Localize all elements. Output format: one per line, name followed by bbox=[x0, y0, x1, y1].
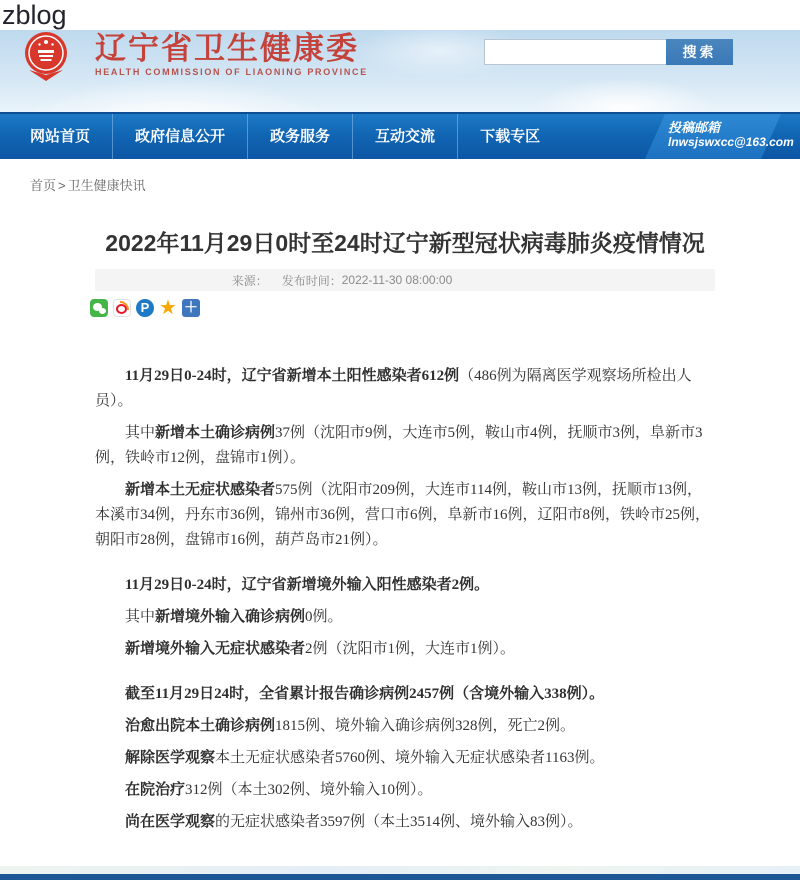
article-paragraph: 其中新增本土确诊病例37例（沈阳市9例，大连市5例，鞍山市4例，抚顺市3例，阜新市3例，铁岭市12例，盘锦市1例）。 bbox=[95, 425, 703, 466]
site-brand: zblog bbox=[2, 0, 67, 30]
weibo-share-icon[interactable] bbox=[113, 299, 131, 317]
mailbox-block bbox=[668, 120, 794, 150]
more-share-icon[interactable] bbox=[182, 299, 200, 317]
share-glyph: ★ bbox=[159, 297, 177, 319]
article-title: 2022年11月29日0时至24时辽宁新型冠状病毒肺炎疫情情况 bbox=[105, 230, 705, 256]
nav-item-0[interactable]: 网站首页 bbox=[8, 114, 113, 159]
mailbox-label: 投稿邮箱 bbox=[668, 120, 721, 135]
share-glyph: ＋ bbox=[184, 299, 198, 315]
publish-label: 发布时间： bbox=[281, 273, 342, 288]
wechat-share-icon[interactable] bbox=[90, 299, 108, 317]
article-paragraph: 解除医学观察本土无症状感染者5760例、境外输入无症状感染者1163例。 bbox=[125, 750, 605, 766]
national-emblem-icon bbox=[21, 29, 71, 88]
article-paragraph: 截至11月29日24时，全省累计报告确诊病例2457例（含境外输入338例）。 bbox=[125, 686, 605, 702]
nav-item-2[interactable]: 政务服务 bbox=[248, 114, 353, 159]
source-label: 来源： bbox=[231, 273, 268, 288]
article-paragraph: 11月29日0-24时，辽宁省新增本土阳性感染者612例（486例为隔离医学观察场所检出人员）。 bbox=[95, 368, 692, 409]
nav-item-1[interactable]: 政府信息公开 bbox=[113, 114, 248, 159]
breadcrumb-item-0[interactable]: 首页 bbox=[30, 178, 57, 193]
breadcrumb bbox=[30, 175, 800, 194]
search-button[interactable]: 搜索 bbox=[666, 39, 733, 65]
article-paragraph: 11月29日0-24时，辽宁省新增境外输入阳性感染者2例。 bbox=[125, 577, 490, 593]
pengyou-share-icon[interactable] bbox=[136, 299, 154, 317]
nav-item-3[interactable]: 互动交流 bbox=[353, 114, 458, 159]
share-glyph: P bbox=[140, 300, 150, 315]
article-meta bbox=[95, 269, 715, 291]
article-paragraph: 尚在医学观察的无症状感染者3597例（本土3514例、境外输入83例）。 bbox=[125, 814, 583, 830]
breadcrumb-item-1[interactable]: 卫生健康快讯 bbox=[67, 178, 146, 193]
article-paragraph: 其中新增境外输入确诊病例0例。 bbox=[125, 609, 343, 625]
qzone-share-icon[interactable] bbox=[159, 299, 177, 317]
nav-item-4[interactable]: 下载专区 bbox=[480, 128, 541, 145]
breadcrumb-separator: > bbox=[58, 178, 66, 193]
footer-bar bbox=[0, 874, 800, 880]
article-paragraph: 新增境外输入无症状感染者2例（沈阳市1例，大连市1例）。 bbox=[125, 641, 516, 657]
site-title: 辽宁省卫生健康委 bbox=[95, 31, 359, 66]
share-row bbox=[90, 299, 715, 317]
article-paragraph: 在院治疗312例（本土302例、境外输入10例）。 bbox=[125, 782, 433, 798]
article bbox=[95, 227, 715, 835]
site-title-block bbox=[95, 32, 368, 77]
article-body bbox=[95, 364, 715, 835]
footer-light-strip bbox=[0, 866, 800, 874]
article-paragraph: 治愈出院本土确诊病例1815例、境外输入确诊病例328例，死亡2例。 bbox=[125, 718, 576, 734]
main-nav bbox=[0, 112, 800, 159]
header-banner bbox=[0, 30, 800, 112]
publish-time: 2022-11-30 08:00:00 bbox=[341, 273, 453, 287]
search-input[interactable] bbox=[484, 39, 666, 65]
article-paragraph: 新增本土无症状感染者575例（沈阳市209例，大连市114例，鞍山市13例，抚顺市13例，本溪市34例，丹东市36例，锦州市36例，营口市6例，阜新市16例，辽阳市8例，铁岭市25例，朝阳市28例，盘锦市16例，葫芦岛市21例）。 bbox=[95, 482, 711, 548]
site-subtitle: HEALTH COMMISSION OF LIAONING PROVINCE bbox=[95, 67, 368, 77]
mailbox-email[interactable]: lnwsjswxcc@163.com bbox=[668, 135, 794, 149]
topbar bbox=[0, 0, 800, 30]
